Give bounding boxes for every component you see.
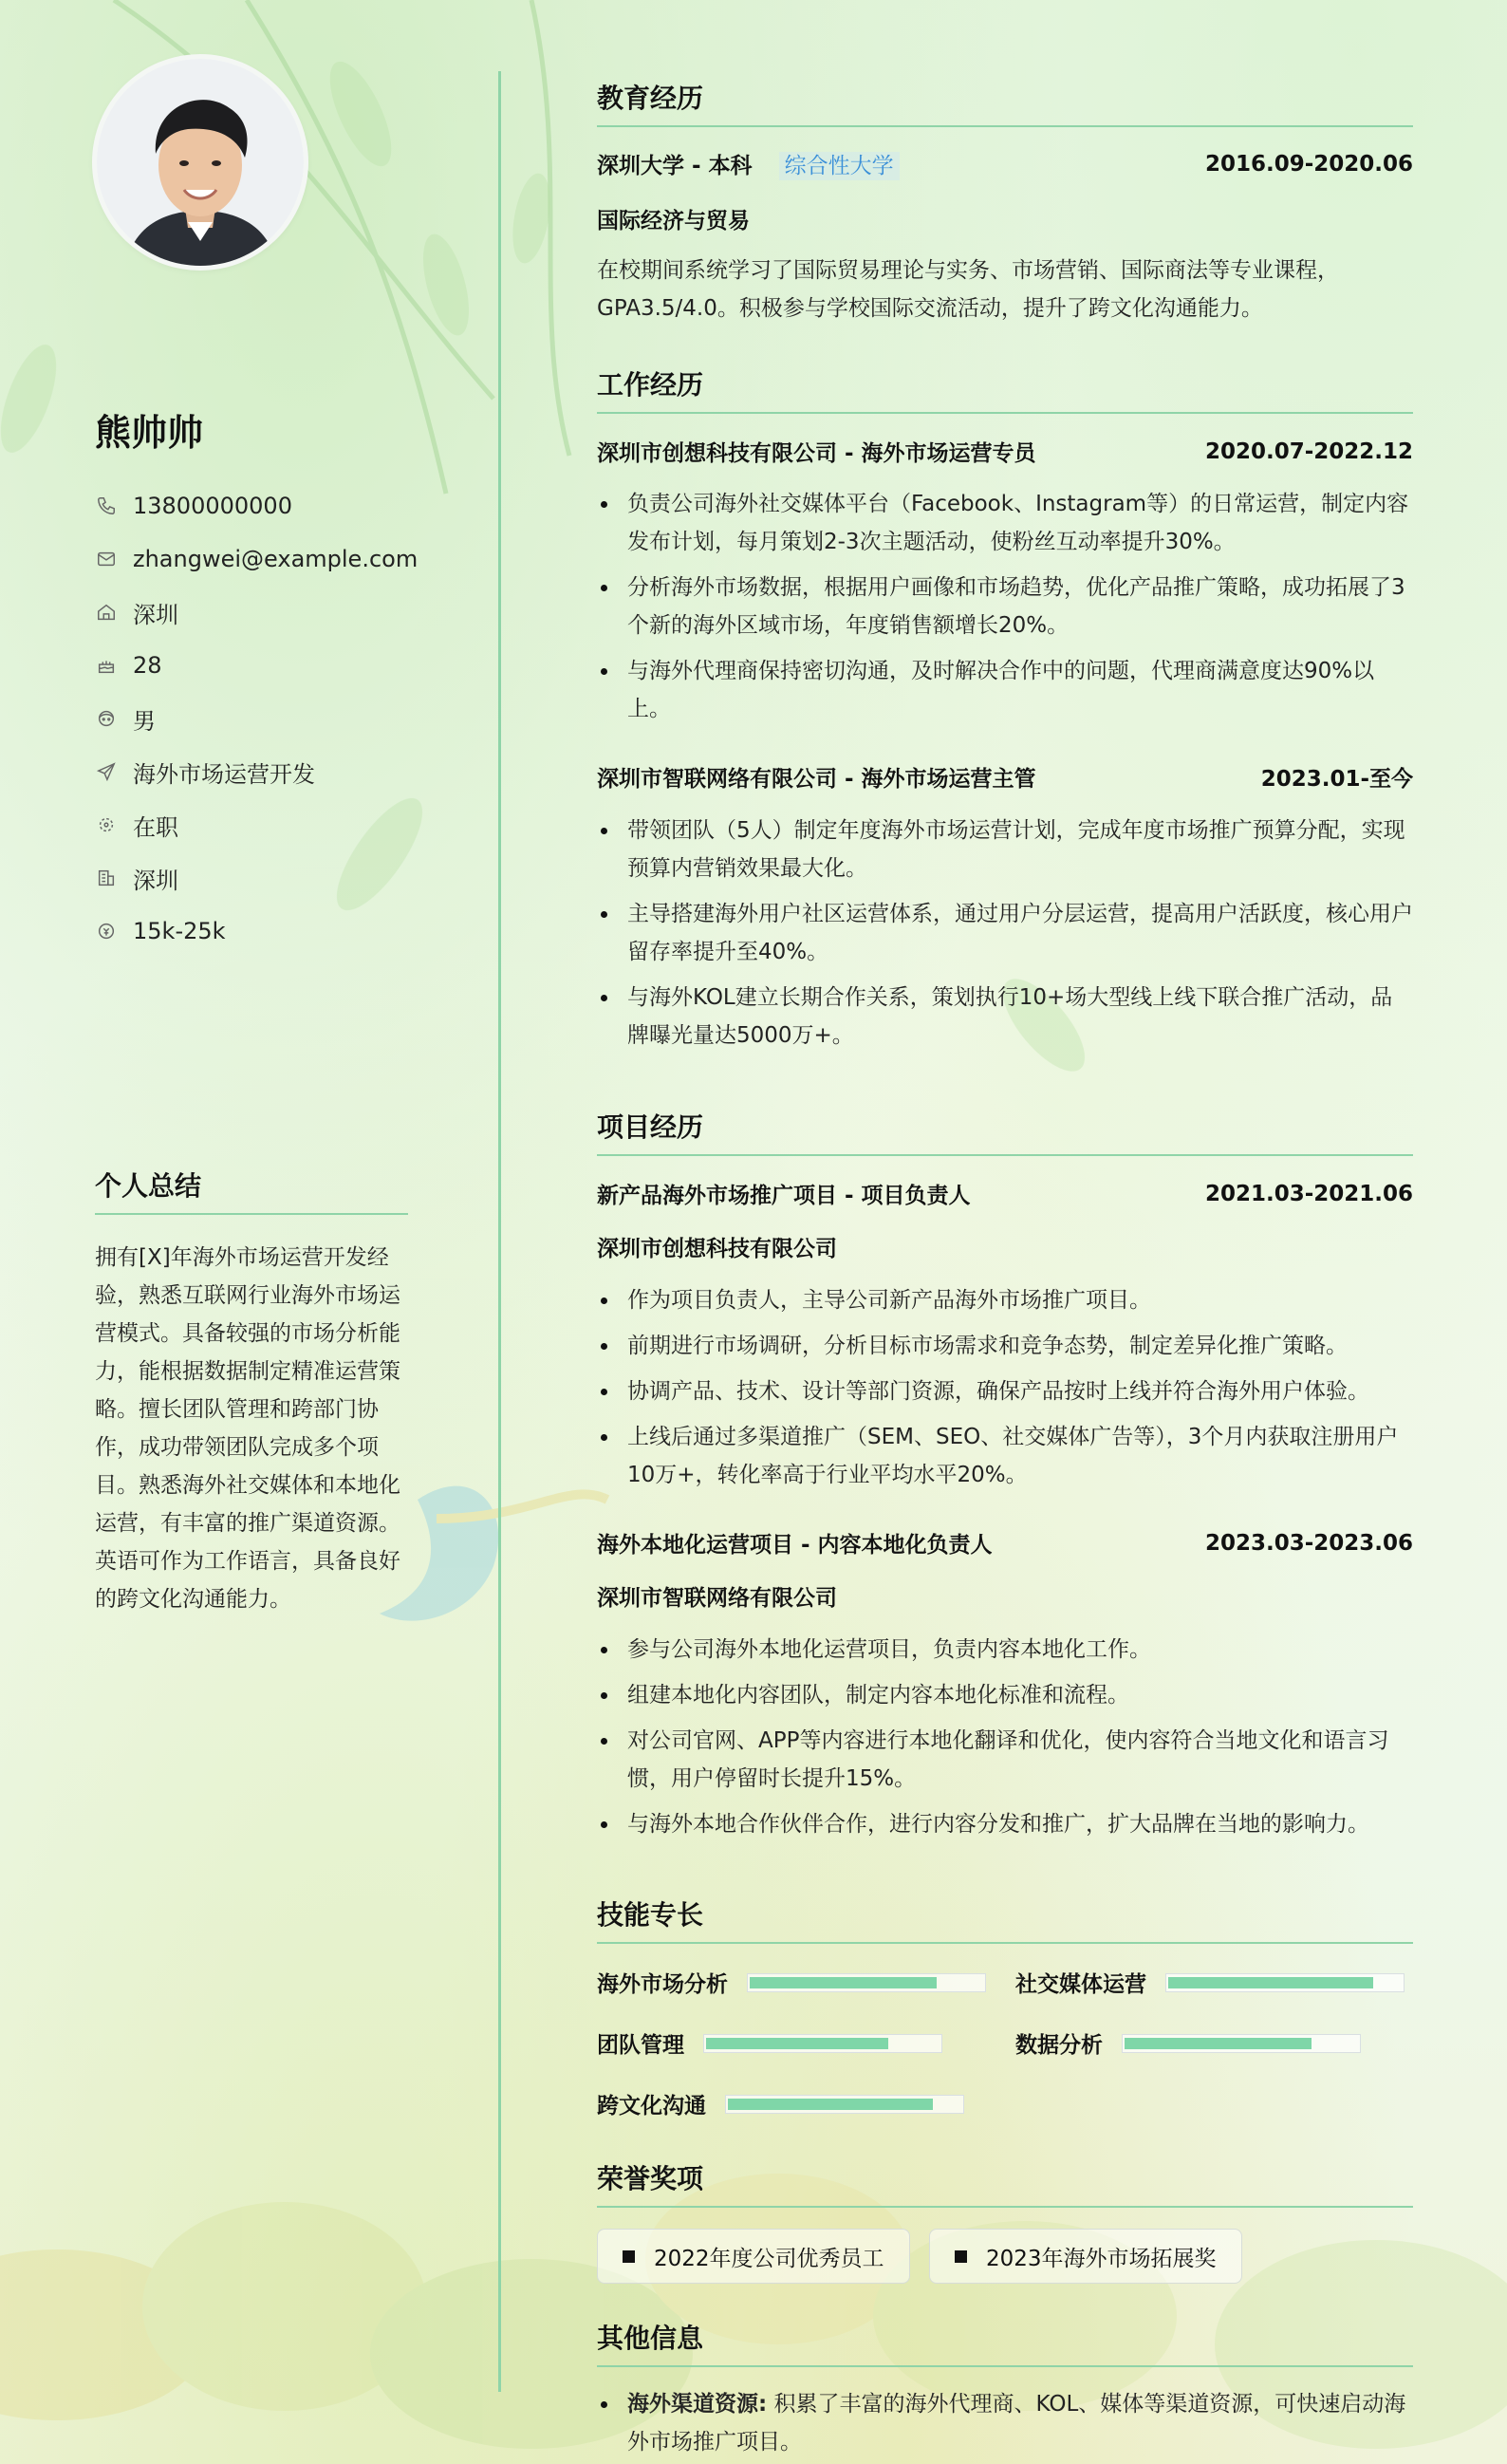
project-1-heading: 新产品海外市场推广项目 - 项目负责人 (597, 1184, 971, 1208)
job-2-row (597, 761, 1413, 793)
profile-name: 熊帅帅 (95, 412, 204, 454)
cake-icon (95, 654, 118, 677)
award-badge (929, 2229, 1242, 2284)
job-2-bullets (597, 812, 1413, 1062)
skill-item (1015, 1967, 1405, 1998)
list-item: 前期进行市场调研，分析目标市场需求和竞争态势，制定差异化推广策略。 (597, 1327, 1413, 1365)
info-email-text: zhangwei@example.com (133, 546, 419, 572)
job-1-bullets (597, 485, 1413, 736)
avatar (97, 59, 304, 266)
project-2-bullets (597, 1631, 1413, 1851)
skill-fill (1168, 1977, 1373, 1988)
info-location-text: 深圳 (133, 601, 178, 628)
list-item: 协调产品、技术、设计等部门资源，确保产品按时上线并符合海外用户体验。 (597, 1372, 1413, 1410)
info-salary (95, 905, 418, 958)
other-title: 其他信息 (597, 2318, 1413, 2367)
job-2-date: 2023.01-至今 (1260, 767, 1413, 792)
skill-bar (725, 2095, 964, 2114)
skill-name: 团队管理 (597, 2033, 684, 2058)
project-2-heading: 海外本地化运营项目 - 内容本地化负责人 (597, 1533, 993, 1558)
gender-icon (95, 707, 118, 730)
award-text: 2022年度公司优秀员工 (654, 2246, 884, 2271)
info-phone-text: 13800000000 (133, 493, 292, 519)
home-icon (95, 601, 118, 624)
project-2-date: 2023.03-2023.06 (1204, 1530, 1413, 1556)
skills-title: 技能专长 (597, 1895, 1413, 1944)
skill-item (597, 1967, 986, 1998)
sidebar (0, 0, 498, 2464)
summary-title: 个人总结 (95, 1166, 408, 1215)
skill-item (597, 2088, 964, 2119)
education-school: 深圳大学 - 本科 (597, 154, 753, 178)
info-target-job-text: 海外市场运营开发 (133, 760, 315, 788)
award-badge (597, 2229, 910, 2284)
skill-item (597, 2027, 942, 2059)
summary-text: 拥有[X]年海外市场运营开发经验，熟悉互联网行业海外市场运营模式。具备较强的市场分析能力，能根据数据制定精准运营策略。擅长团队管理和跨部门协作，成功带领团队完成多个项目。熟悉海外社交媒体和本地化运营，有丰富的推广渠道资源。英语可作为工作语言，具备良好的跨文化沟通能力。 (95, 1245, 400, 1612)
education-title: 教育经历 (597, 78, 1413, 127)
list-item: 负责公司海外社交媒体平台（Facebook、Instagram等）的日常运营，制定内容发布计划，每月策划2-3次主题活动，使粉丝互动率提升30%。 (597, 485, 1413, 561)
project-1-company: 深圳市创想科技有限公司 (597, 1237, 837, 1261)
education-description: 在校期间系统学习了国际贸易理论与实务、市场营销、国际商法等专业课程，GPA3.5/4.0。积极参与学校国际交流活动，提升了跨文化沟通能力。 (597, 258, 1339, 321)
education-school-group (597, 148, 900, 179)
project-2-row (597, 1527, 1413, 1559)
info-status-text: 在职 (133, 813, 178, 841)
job-1-heading: 深圳市创想科技有限公司 - 海外市场运营专员 (597, 441, 1036, 466)
info-city (95, 851, 418, 905)
job-2-heading: 深圳市智联网络有限公司 - 海外市场运营主管 (597, 767, 1036, 792)
mail-icon (95, 548, 118, 570)
status-icon (95, 813, 118, 836)
project-2-company: 深圳市智联网络有限公司 (597, 1586, 837, 1611)
job-1-date: 2020.07-2022.12 (1204, 439, 1413, 464)
square-bullet-icon (623, 2250, 635, 2263)
square-bullet-icon (955, 2250, 967, 2263)
skill-item (1015, 2027, 1361, 2059)
other-label: 海外渠道资源: (627, 2392, 768, 2417)
contact-info-list (95, 479, 418, 958)
info-target-job (95, 745, 418, 798)
skill-bar (747, 1973, 986, 1992)
send-icon (95, 760, 118, 783)
education-date: 2016.09-2020.06 (1204, 151, 1413, 177)
list-item: 与海外KOL建立长期合作关系，策划执行10+场大型线上线下联合推广活动，品牌曝光量达5000万+。 (597, 979, 1413, 1055)
list-item: 上线后通过多渠道推广（SEM、SEO、社交媒体广告等），3个月内获取注册用户10万+，转化率高于行业平均水平20%。 (597, 1418, 1413, 1494)
info-gender-text: 男 (133, 707, 156, 735)
project-1-row (597, 1178, 1413, 1209)
profile-photo-icon (97, 59, 304, 266)
skill-fill (750, 1977, 937, 1988)
list-item: 带领团队（5人）制定年度海外市场运营计划，完成年度市场推广预算分配，实现预算内营销效果最大化。 (597, 812, 1413, 887)
info-phone (95, 479, 418, 532)
column-divider (498, 71, 501, 2392)
list-item: 主导搭建海外用户社区运营体系，通过用户分层运营，提高用户活跃度，核心用户留存率提升至40%。 (597, 895, 1413, 971)
info-location (95, 586, 418, 639)
list-item: 分析海外市场数据，根据用户画像和市场趋势，优化产品推广策略，成功拓展了3个新的海外区域市场，年度销售额增长20%。 (597, 569, 1413, 644)
awards-title: 荣誉奖项 (597, 2158, 1413, 2208)
skill-name: 海外市场分析 (597, 1972, 728, 1997)
salary-icon (95, 920, 118, 943)
list-item: 参与公司海外本地化运营项目，负责内容本地化工作。 (597, 1631, 1413, 1669)
education-major: 国际经济与贸易 (597, 209, 750, 233)
skill-name: 跨文化沟通 (597, 2094, 706, 2119)
work-title: 工作经历 (597, 364, 1413, 414)
award-text: 2023年海外市场拓展奖 (986, 2246, 1217, 2271)
building-icon (95, 867, 118, 889)
list-item: 与海外代理商保持密切沟通，及时解决合作中的问题，代理商满意度达90%以上。 (597, 652, 1413, 728)
skill-fill (728, 2099, 933, 2110)
skill-fill (706, 2038, 888, 2049)
info-email (95, 532, 418, 586)
skill-name: 社交媒体运营 (1015, 1972, 1146, 1997)
list-item: 作为项目负责人，主导公司新产品海外市场推广项目。 (597, 1281, 1413, 1319)
other-text: 积累了丰富的海外代理商、KOL、媒体等渠道资源，可快速启动海外市场推广项目。 (627, 2392, 1406, 2455)
info-salary-text: 15k-25k (133, 918, 226, 944)
other-list (597, 2385, 1413, 2461)
project-1-date: 2021.03-2021.06 (1204, 1181, 1413, 1206)
info-status (95, 798, 418, 851)
info-gender (95, 692, 418, 745)
skill-bar (1122, 2034, 1361, 2053)
education-row (597, 148, 1413, 179)
job-1-row (597, 436, 1413, 467)
skill-name: 数据分析 (1015, 2033, 1103, 2058)
school-type-tag: 综合性大学 (779, 152, 900, 180)
info-age-text: 28 (133, 652, 162, 679)
info-age (95, 639, 418, 692)
skill-bar (703, 2034, 942, 2053)
list-item: 组建本地化内容团队，制定内容本地化标准和流程。 (597, 1676, 1413, 1714)
list-item: 对公司官网、APP等内容进行本地化翻译和优化，使内容符合当地文化和语言习惯，用户停留时长提升15%。 (597, 1722, 1413, 1798)
project-1-bullets (597, 1281, 1413, 1502)
list-item (597, 2385, 1413, 2461)
skill-fill (1125, 2038, 1312, 2049)
phone-icon (95, 495, 118, 517)
list-item: 与海外本地合作伙伴合作，进行内容分发和推广，扩大品牌在当地的影响力。 (597, 1805, 1413, 1843)
info-city-text: 深圳 (133, 867, 178, 894)
projects-title: 项目经历 (597, 1107, 1413, 1156)
skill-bar (1165, 1973, 1405, 1992)
